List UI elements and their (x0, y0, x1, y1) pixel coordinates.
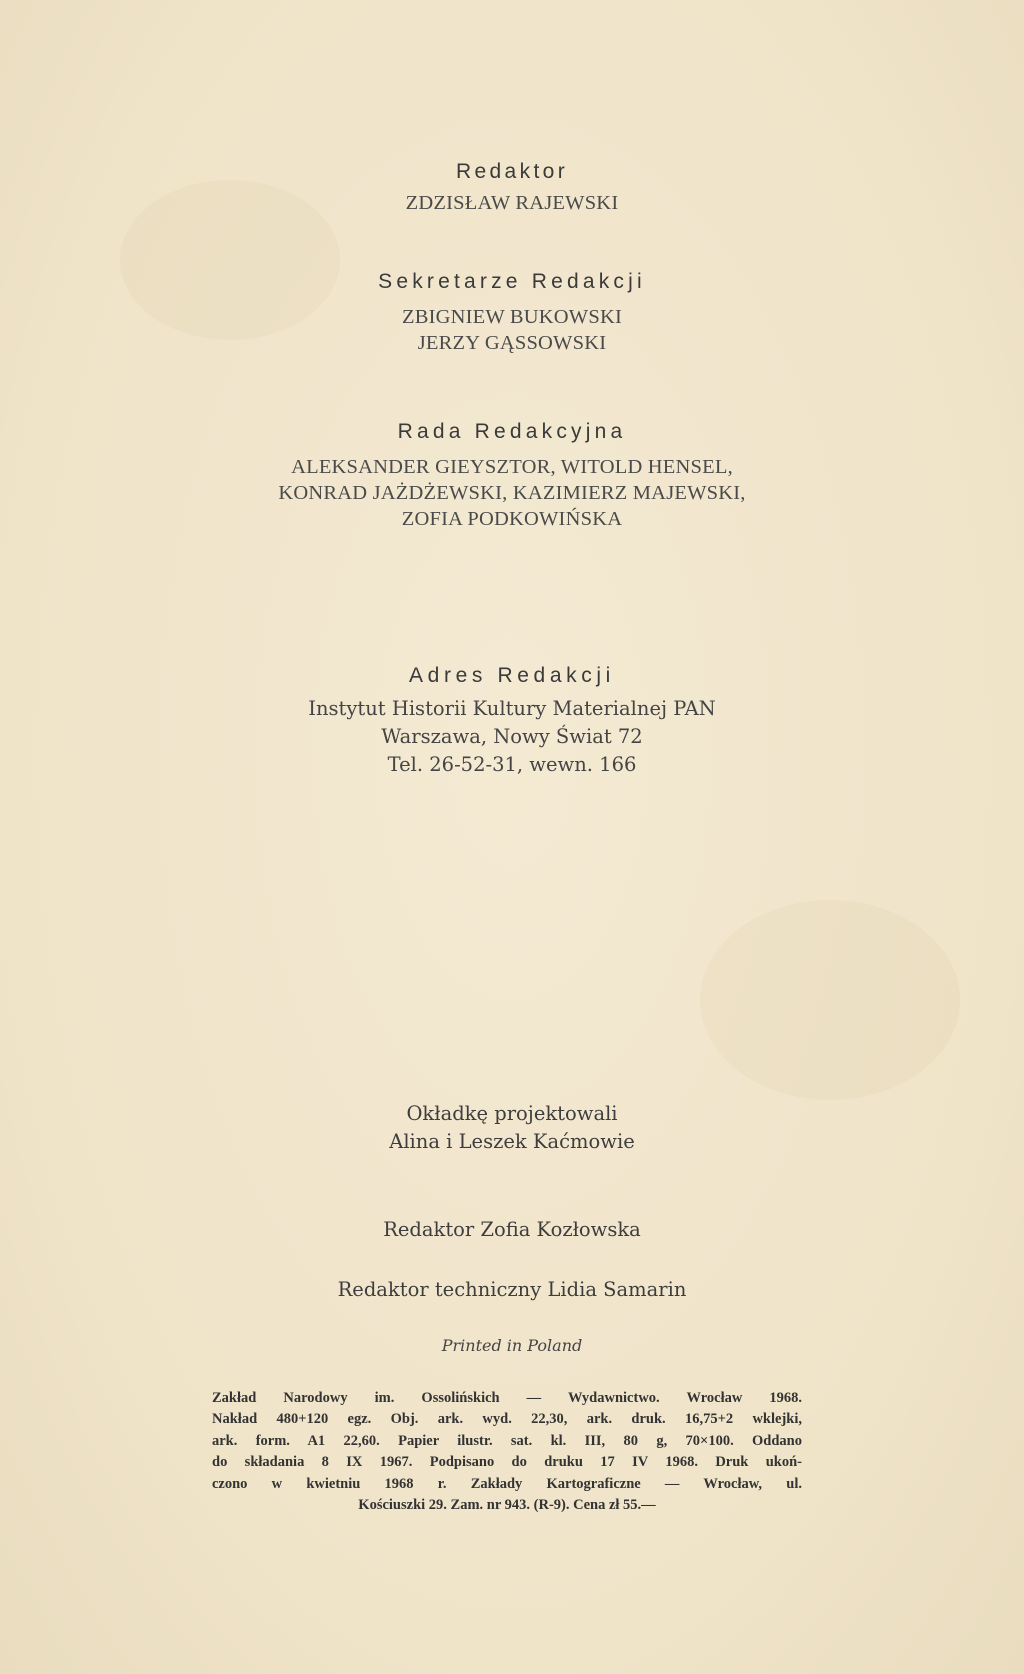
address-lines (0, 695, 1024, 779)
imprint-line: ark. form. A1 22,60. Papier ilustr. sat. kl. III, 80 g, 70×100. Oddano (212, 1432, 802, 1449)
imprint (212, 1388, 802, 1516)
editor-heading: Redaktor (455, 160, 569, 183)
board-heading: Rada Redakcyjna (397, 420, 627, 443)
paper-stain (700, 900, 960, 1100)
secretary-name: JERZY GĄSSOWSKI (417, 332, 607, 354)
imprint-line: Nakład 480+120 egz. Obj. ark. wyd. 22,30, ark. druk. 16,75+2 wklejki, (212, 1411, 802, 1428)
technical-editor: Redaktor techniczny Lidia Samarin (337, 1278, 687, 1301)
secretaries-section (0, 270, 1024, 294)
address-line: Instytut Historii Kultury Materialnej PAN (308, 697, 716, 720)
board-members (0, 454, 1024, 532)
address-line: Tel. 26-52-31, wewn. 166 (387, 753, 637, 776)
imprint-line: do składania 8 IX 1967. Podpisano do druku 17 IV 1968. Druk ukoń- (212, 1454, 802, 1471)
printed-in-block (0, 1336, 1024, 1355)
editor-name-block (0, 192, 1024, 215)
address-section (0, 664, 1024, 688)
board-line: ZOFIA PODKOWIŃSKA (401, 508, 623, 530)
editor-credit: Redaktor Zofia Kozłowska (383, 1218, 641, 1241)
imprint-line: Kościuszki 29. Zam. nr 943. (R-9). Cena zł 55.— (358, 1496, 656, 1513)
address-heading: Adres Redakcji (409, 664, 615, 687)
editor-name: ZDZISŁAW RAJEWSKI (405, 192, 619, 214)
editor-section (0, 160, 1024, 184)
cover-credit-line: Okładkę projektowali (406, 1102, 618, 1125)
cover-credit-line: Alina i Leszek Kaćmowie (389, 1130, 635, 1153)
board-line: KONRAD JAŻDŻEWSKI, KAZIMIERZ MAJEWSKI, (278, 482, 746, 504)
address-line: Warszawa, Nowy Świat 72 (381, 725, 643, 748)
technical-editor-block (0, 1278, 1024, 1301)
imprint-line: czono w kwietniu 1968 r. Zakłady Kartograficzne — Wrocław, ul. (212, 1475, 802, 1492)
secretaries-heading: Sekretarze Redakcji (378, 270, 646, 293)
cover-credit (0, 1100, 1024, 1156)
board-section (0, 420, 1024, 444)
secretaries-names (0, 304, 1024, 356)
board-line: ALEKSANDER GIEYSZTOR, WITOLD HENSEL, (291, 456, 733, 478)
secretary-name: ZBIGNIEW BUKOWSKI (401, 306, 623, 328)
imprint-line: Zakład Narodowy im. Ossolińskich — Wydawnictwo. Wrocław 1968. (212, 1390, 802, 1406)
printed-in-poland: Printed in Poland (441, 1336, 583, 1355)
editor-credit-block (0, 1218, 1024, 1241)
